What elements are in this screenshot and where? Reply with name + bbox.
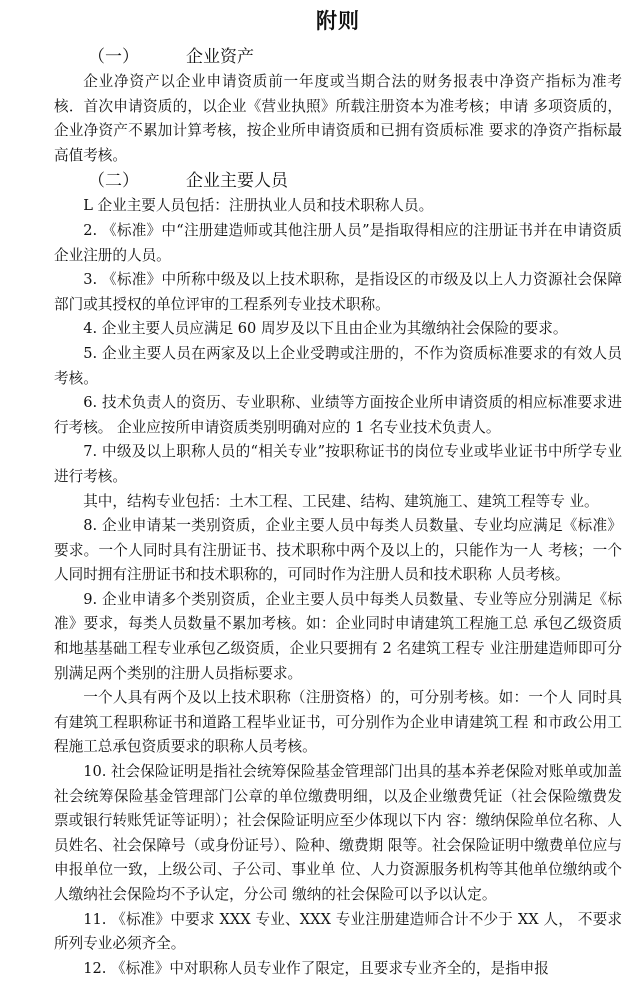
section-number: （一） bbox=[88, 47, 139, 67]
section-heading-assets bbox=[54, 44, 622, 70]
paragraph-assets: 企业净资产以企业申请资质前一年度或当期合法的财务报表中净资产指标为准考核．首次申请资质的，以企业《营业执照》所载注册资本为准考核；申请 多项资质的，企业净资产不累加计算考核，按企业所申请资质和已拥有资质标准 要求的净资产指标最高值考核。 bbox=[54, 73, 622, 164]
section-title: 企业主要人员 bbox=[186, 171, 288, 192]
paragraph-item-7: 7. 中级及以上职称人员的“相关专业”按职称证书的岗位专业或毕业证书中所学专业进行考核。 bbox=[54, 443, 622, 485]
section-title: 企业资产 bbox=[186, 47, 254, 67]
paragraph-item-6: 6. 技术负责人的资历、专业职称、业绩等方面按企业所申请资质的相应标准要求进行考核。 企业应按所申请资质类别明确对应的 1 名专业技术负责人。 bbox=[54, 394, 622, 436]
paragraph-item-11: 11. 《标准》中要求 XXX 专业、XXX 专业注册建造师合计不少于 XX 人， 不要求所列专业必须齐全。 bbox=[54, 910, 622, 953]
paragraph-item-5: 5. 企业主要人员在两家及以上企业受聘或注册的，不作为资质标准要求的有效人员考核。 bbox=[54, 344, 622, 387]
paragraph-item-8: 8. 企业申请某一类别资质，企业主要人员中每类人员数量、专业均应满足《标准》要求。一个人同时具有注册证书、技术职称中两个及以上的，只能作为一人 考核；一个人同时拥有注册证书和技术职称的，可同时作为注册人员和技术职称 人员考核。 bbox=[54, 517, 622, 584]
paragraph-item-9-note: 一个人具有两个及以上技术职称（注册资格）的，可分别考核。如：一个人 同时具有建筑工程职称证书和道路工程毕业证书，可分别作为企业申请建筑工程 和市政公用工程施工总承包资质要求的职称人员考核。 bbox=[54, 689, 622, 756]
paragraph-item-2: 2. 《标准》中“注册建造师或其他注册人员”是指取得相应的注册证书并在申请资质企业注册的人员。 bbox=[54, 221, 622, 264]
page-title: 附则 bbox=[316, 8, 360, 33]
section-number: （二） bbox=[88, 171, 139, 192]
section-heading-personnel bbox=[54, 168, 622, 194]
paragraph-item-9: 9. 企业申请多个类别资质，企业主要人员中每类人员数量、专业等应分别满足《标准》要求，每类人员数量不累加考核。如：企业同时申请建筑工程施工总 承包乙级资质和地基基础工程专业承包乙级资质，企业只要拥有 2 名建筑工程专 业注册建造师即可分别满足两个类别的注册人员指标要求。 bbox=[54, 590, 622, 682]
paragraph-item-4: 4. 企业主要人员应满足 60 周岁及以下且由企业为其缴纳社会保险的要求。 bbox=[83, 320, 568, 338]
paragraph-item-10: 10. 社会保险证明是指社会统筹保险基金管理部门出具的基本养老保险对账单或加盖社会统筹保险基金管理部门公章的单位缴费明细，以及企业缴费凭证（社会保险缴费发票或银行转账凭证等证明）；社会保险证明应至少体现以下内 容：缴纳保险单位名称、人员姓名、社会保障号（或身份证号）、险种、缴费期 限等。社会保险证明中缴费单位应与申报单位一致，上级公司、子公司、事业单 位、人力资源服务机构等其他单位缴纳或个人缴纳社会保险均不予认定，分公司 缴纳的社会保险可以予以认定。 bbox=[54, 763, 622, 903]
paragraph-item-3: 3. 《标准》中所称中级及以上技术职称，是指设区的市级及以上人力资源社会保障部门或其授权的单位评审的工程系列专业技术职称。 bbox=[54, 271, 622, 313]
paragraph-item-7-note: 其中，结构专业包括：土木工程、工民建、结构、建筑施工、建筑工程等专 业。 bbox=[83, 492, 599, 510]
paragraph-item-1: L 企业主要人员包括：注册执业人员和技术职称人员。 bbox=[83, 197, 434, 215]
paragraph-item-12: 12. 《标准》中对职称人员专业作了限定，且要求专业齐全的，是指申报 bbox=[83, 959, 549, 977]
